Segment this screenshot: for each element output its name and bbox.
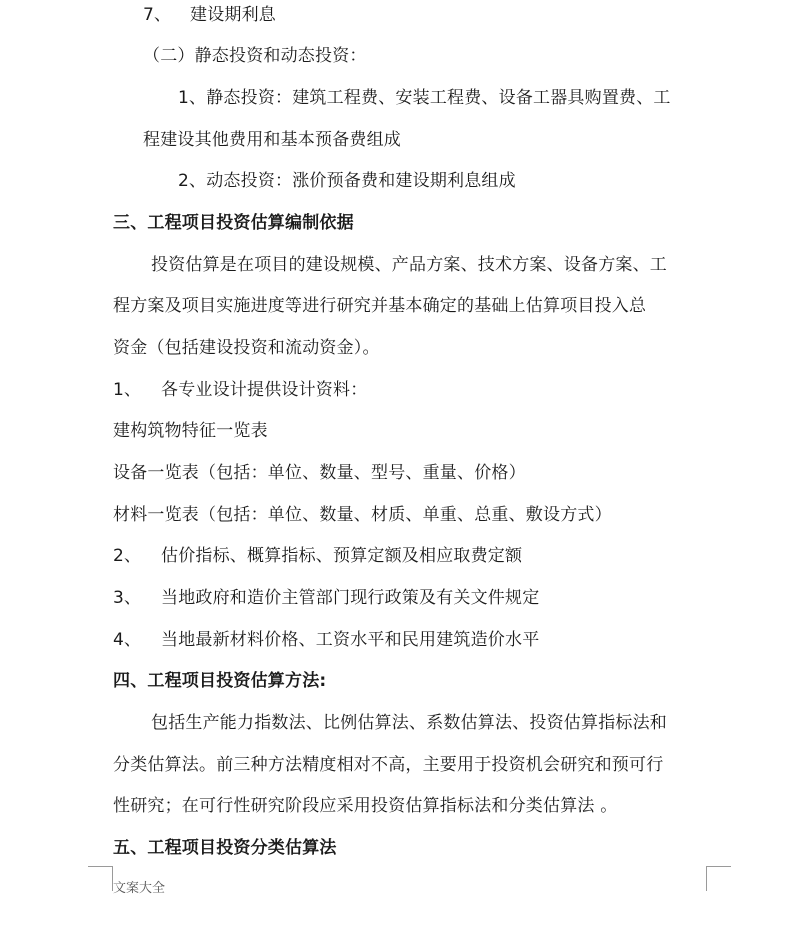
- section-4-paragraph-line-3: 性研究；在可行性研究阶段应采用投资估算指标法和分类估算法 。: [113, 796, 618, 816]
- list-number: 7、: [143, 5, 172, 25]
- section-3-paragraph-line-3: 资金（包括建设投资和流动资金）。: [113, 338, 380, 358]
- list-text: 各专业设计提供设计资料：: [161, 380, 368, 400]
- footer-label: 文案大全: [113, 881, 166, 896]
- section-3-heading: 三、工程项目投资估算编制依据: [113, 213, 354, 233]
- section-4-heading: 四、工程项目投资估算方法:: [113, 671, 327, 691]
- list-number: 1、: [113, 380, 142, 400]
- page-corner-mark-left: [88, 866, 113, 891]
- list-number: 2、: [113, 546, 142, 566]
- basis-item-4: [113, 628, 539, 652]
- basis-item-2: [113, 544, 522, 568]
- static-investment-line-1: 1、静态投资：建筑工程费、安装工程费、设备工器具购置费、工: [178, 88, 671, 108]
- section-4-paragraph-line-1: 包括生产能力指数法、比例估算法、系数估算法、投资估算指标法和: [151, 713, 667, 733]
- dynamic-investment-line: 2、动态投资：涨价预备费和建设期利息组成: [178, 171, 516, 191]
- section-3-paragraph-line-1: 投资估算是在项目的建设规模、产品方案、技术方案、设备方案、工: [151, 255, 667, 275]
- list-number: 4、: [113, 630, 142, 650]
- list-equipment: 设备一览表（包括：单位、数量、型号、重量、价格）: [113, 463, 526, 483]
- page-corner-mark-right: [706, 866, 731, 891]
- list-number: 3、: [113, 588, 142, 608]
- list-text: 当地最新材料价格、工资水平和民用建筑造价水平: [161, 630, 540, 650]
- section-4-paragraph-line-2: 分类估算法。前三种方法精度相对不高，主要用于投资机会研究和预可行: [113, 755, 664, 775]
- subsection-title: （二）静态投资和动态投资：: [143, 46, 367, 66]
- basis-item-1: [113, 378, 367, 402]
- list-text: 估价指标、概算指标、预算定额及相应取费定额: [161, 546, 523, 566]
- list-materials: 材料一览表（包括：单位、数量、材质、单重、总重、敷设方式）: [113, 505, 612, 525]
- basis-item-3: [113, 586, 539, 610]
- section-5-heading: 五、工程项目投资分类估算法: [113, 838, 337, 858]
- list-buildings: 建构筑物特征一览表: [113, 421, 268, 441]
- section-3-paragraph-line-2: 程方案及项目实施进度等进行研究并基本确定的基础上估算项目投入总: [113, 296, 647, 316]
- static-investment-line-2: 程建设其他费用和基本预备费组成: [143, 130, 401, 150]
- list-item-7: [143, 3, 276, 27]
- list-text: 当地政府和造价主管部门现行政策及有关文件规定: [161, 588, 540, 608]
- list-text: 建设期利息: [190, 5, 276, 25]
